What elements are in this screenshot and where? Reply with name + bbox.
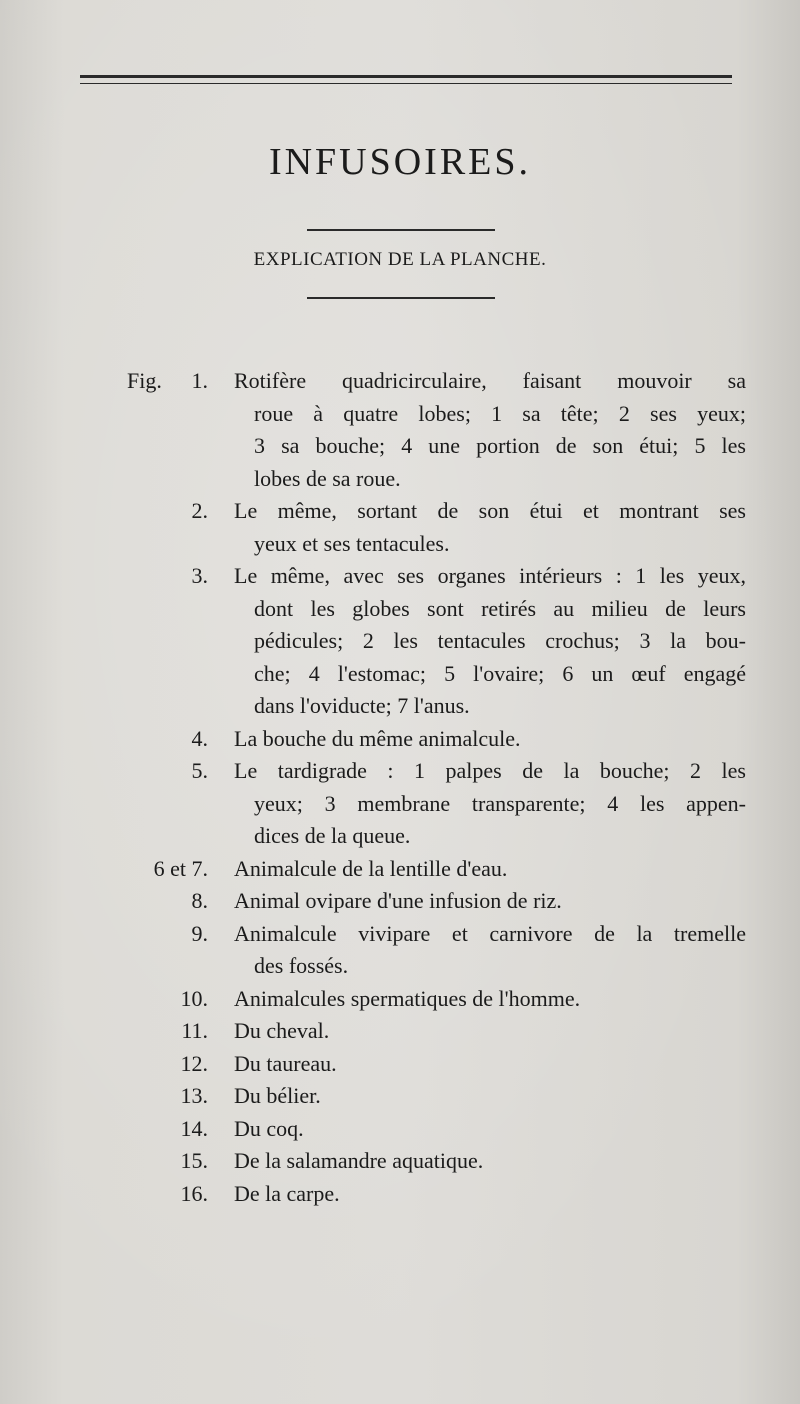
figure-number: 10.	[180, 985, 208, 1011]
figure-entry	[0, 1048, 800, 1081]
figure-entry	[0, 1178, 800, 1211]
figure-entry	[0, 1080, 800, 1113]
figure-description	[234, 1145, 746, 1178]
figure-description	[234, 365, 746, 495]
figure-number: 3.	[191, 563, 208, 588]
figure-description	[234, 1178, 746, 1211]
figure-number: 6 et 7.	[153, 855, 208, 881]
figure-description	[234, 1015, 746, 1048]
description-line: De la carpe.	[234, 1180, 340, 1206]
description-line: Le même, avec ses organes intérieurs : 1 les yeux,	[234, 563, 746, 588]
description-line: lobes de sa roue.	[254, 465, 401, 491]
figure-description	[234, 1080, 746, 1113]
figure-description	[234, 853, 746, 886]
description-line: pédicules; 2 les tentacules crochus; 3 la bou-	[254, 628, 746, 653]
description-line: dont les globes sont retirés au milieu de leurs	[254, 595, 746, 621]
figure-number: 5.	[191, 758, 208, 783]
section-subtitle: EXPLICATION DE LA PLANCHE.	[253, 249, 547, 270]
figure-description	[234, 983, 746, 1016]
description-line: Animal ovipare d'une infusion de riz.	[234, 888, 562, 913]
description-line: Du taureau.	[234, 1050, 337, 1076]
description-line: che; 4 l'estomac; 5 l'ovaire; 6 un œuf engagé	[254, 660, 746, 686]
figure-number: 15.	[180, 1148, 208, 1173]
figure-number: 14.	[180, 1115, 208, 1141]
figure-description	[234, 723, 746, 756]
top-double-rule	[80, 75, 732, 84]
description-line: Le tardigrade : 1 palpes de la bouche; 2 les	[234, 758, 746, 783]
figure-list	[0, 365, 800, 1210]
figure-entry	[0, 1145, 800, 1178]
figure-number: 4.	[191, 725, 208, 751]
figure-entry	[0, 983, 800, 1016]
description-line: Le même, sortant de son étui et montrant ses	[234, 498, 746, 523]
description-line: 3 sa bouche; 4 une portion de son étui; 5 les	[254, 433, 746, 458]
figure-description	[234, 1048, 746, 1081]
figure-entry	[0, 365, 800, 495]
figure-description	[234, 560, 746, 723]
description-line: La bouche du même animalcule.	[234, 725, 521, 751]
figure-number: 9.	[191, 920, 208, 946]
figure-number: 8.	[191, 888, 208, 913]
description-line: dices de la queue.	[254, 823, 411, 848]
figure-number: 1.	[191, 368, 208, 393]
figure-entry	[0, 1113, 800, 1146]
figure-description	[234, 1113, 746, 1146]
subtitle-rule	[307, 297, 495, 299]
title-rule	[307, 229, 495, 231]
figure-entry	[0, 560, 800, 723]
description-line: Animalcule de la lentille d'eau.	[234, 855, 508, 881]
figure-number: 2.	[191, 498, 208, 523]
description-line: Animalcules spermatiques de l'homme.	[234, 985, 581, 1011]
description-line: Rotifère quadricirculaire, faisant mouvoir sa	[234, 368, 746, 393]
figure-description	[234, 918, 746, 983]
description-line: des fossés.	[254, 953, 349, 978]
description-line: Du coq.	[234, 1115, 304, 1141]
description-line: Du bélier.	[234, 1083, 321, 1108]
figure-number: 12.	[180, 1050, 208, 1076]
description-line: yeux; 3 membrane transparente; 4 les appen-	[254, 790, 746, 816]
description-line: yeux et ses tentacules.	[254, 530, 450, 556]
figure-description	[234, 885, 746, 918]
figure-entry	[0, 1015, 800, 1048]
figure-entry	[0, 495, 800, 560]
description-line: Animalcule vivipare et carnivore de la tremelle	[234, 920, 746, 946]
figure-entry	[0, 755, 800, 853]
description-line: De la salamandre aquatique.	[234, 1148, 484, 1173]
figure-entry	[0, 723, 800, 756]
figure-number: 11.	[181, 1018, 208, 1043]
figure-description	[234, 755, 746, 853]
description-line: roue à quatre lobes; 1 sa tête; 2 ses yeux;	[254, 400, 746, 426]
figure-description	[234, 495, 746, 560]
figure-entry	[0, 885, 800, 918]
figure-number: 16.	[180, 1180, 208, 1206]
description-line: Du cheval.	[234, 1018, 330, 1043]
page-title: INFUSOIRES.	[268, 141, 532, 183]
figure-entry	[0, 918, 800, 983]
description-line: dans l'oviducte; 7 l'anus.	[254, 693, 470, 718]
fig-label: Fig.	[127, 368, 162, 393]
figure-entry	[0, 853, 800, 886]
figure-number: 13.	[180, 1083, 208, 1108]
